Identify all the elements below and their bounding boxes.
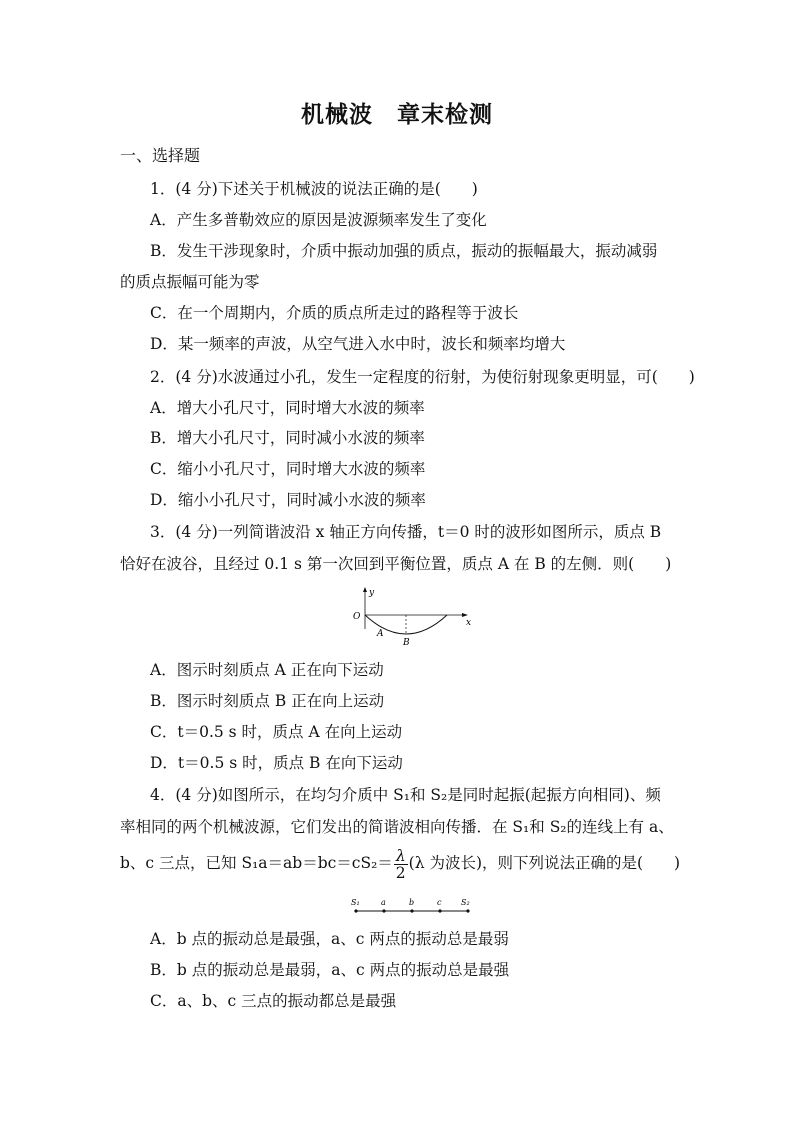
q1-option-c: C．在一个周期内，介质的质点所走过的路程等于波长 [150,304,519,322]
q2-option-c: C．缩小小孔尺寸，同时增大水波的频率 [150,460,426,478]
q1-option-a: A．产生多普勒效应的原因是波源频率发生了变化 [150,211,487,229]
origin-label: O [353,612,361,622]
section-heading: 一、选择题 [120,146,201,165]
q1-option-b-line1: B．发生干涉现象时，介质中振动加强的质点，振动的振幅最大，振动减弱 [150,242,658,260]
q4-option-c: C．a、b、c 三点的振动都总是最强 [150,992,397,1010]
x-axis-arrow [462,613,468,617]
fraction-numerator: λ [395,846,406,865]
q4-stem-line3-end: (λ 为波长)，则下列说法正确的是( ) [408,854,681,872]
q4-option-b: B．b 点的振动总是最弱，a、c 两点的振动总是最强 [150,961,510,979]
s2-label: S₂ [461,898,470,907]
q2-option-a: A．增大小孔尺寸，同时增大水波的频率 [150,399,425,417]
c-point [438,909,441,912]
a-label: a [381,898,386,907]
q1-stem: 1．(4 分)下述关于机械波的说法正确的是( ) [150,180,478,198]
q2-option-d: D．缩小小孔尺寸，同时减小水波的频率 [150,491,426,509]
a-point [382,909,385,912]
q4-stem-line1: 4．(4 分)如图所示，在均匀介质中 S₁和 S₂是同时起振(起振方向相同)、频 [150,786,661,804]
y-axis-arrow [363,587,367,592]
wave-figure [345,585,480,647]
q3-stem-line1: 3．(4 分)一列简谐波沿 x 轴正方向传播，t＝0 时的波形如图所示，质点 B [150,523,662,541]
sources-line-figure [348,894,478,918]
q4-stem-line3-start: b、c 三点，已知 S₁a＝ab＝bc＝cS₂＝ [120,854,393,872]
q1-option-d: D．某一频率的声波，从空气进入水中时，波长和频率均增大 [150,335,566,353]
b-label: b [409,898,415,907]
point-a-label: A [377,629,384,639]
q2-option-b: B．增大小孔尺寸，同时减小水波的频率 [150,429,425,447]
fraction-denominator: 2 [395,863,406,882]
q3-option-b: B．图示时刻质点 B 正在向上运动 [150,692,385,710]
q3-option-a: A．图示时刻质点 A 正在向下运动 [150,661,384,679]
x-axis-label: x [466,618,472,628]
s1-point [354,909,357,912]
s1-label: S₁ [351,898,360,907]
lambda-over-two-fraction [394,848,408,881]
b-point [410,909,413,912]
q2-stem: 2．(4 分)水波通过小孔，发生一定程度的衍射，为使衍射现象更明显，可( ) [150,368,695,386]
c-label: c [437,898,442,907]
page-title: 机械波 章末检测 [301,101,493,128]
q3-option-d: D．t＝0.5 s 时，质点 B 在向下运动 [150,754,403,772]
q4-option-a: A．b 点的振动总是最强，a、c 两点的振动总是最弱 [150,930,509,948]
point-b-label: B [403,638,410,647]
q4-stem-line2: 率相同的两个机械波源，它们发出的简谐波相向传播．在 S₁和 S₂的连线上有 a、 [120,818,674,836]
q3-option-c: C．t＝0.5 s 时，质点 A 在向上运动 [150,723,403,741]
q3-stem-line2: 恰好在波谷，且经过 0.1 s 第一次回到平衡位置，质点 A 在 B 的左侧．则( ) [120,555,672,573]
q1-option-b-line2: 的质点振幅可能为零 [120,273,260,291]
s2-point [466,909,469,912]
q4-stem-line3 [120,846,681,882]
y-axis-label: y [369,588,375,598]
